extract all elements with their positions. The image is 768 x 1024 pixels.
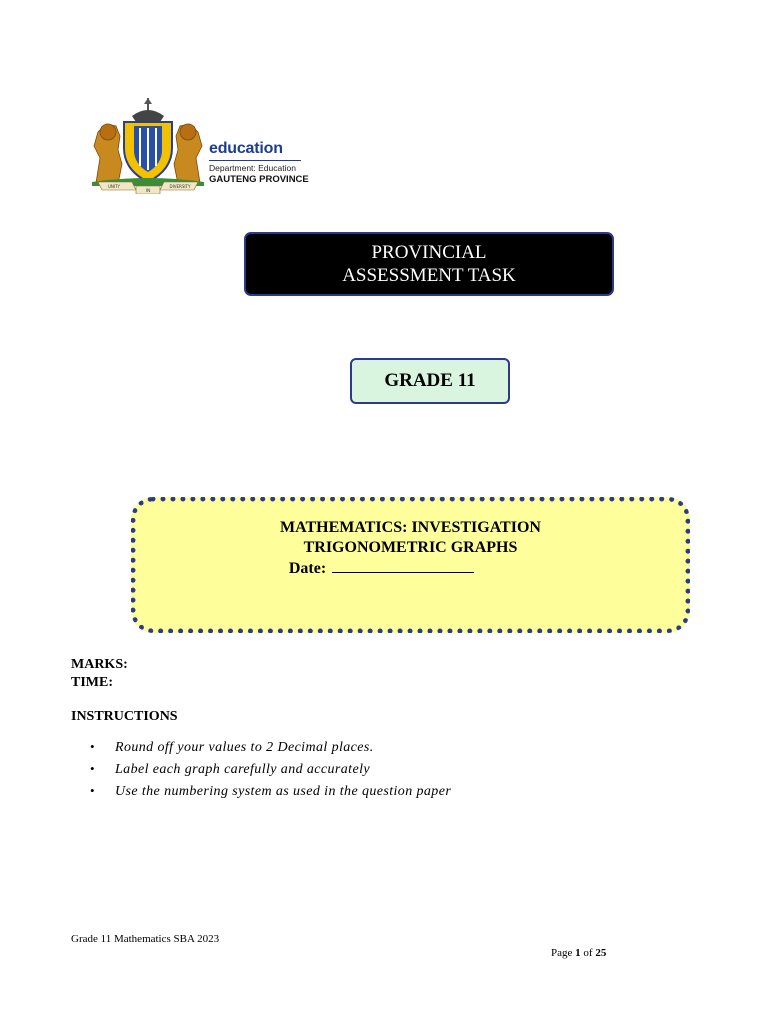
instruction-text: Label each graph carefully and accurately	[115, 762, 370, 777]
motto-left-text: UNITY	[108, 184, 120, 189]
motto-right-text: DIVERSITY	[169, 184, 191, 189]
list-item	[90, 736, 451, 758]
page-total: 25	[595, 947, 607, 959]
instructions-heading: INSTRUCTIONS	[71, 709, 178, 724]
time-label: TIME:	[71, 675, 113, 690]
list-item	[90, 780, 451, 802]
subject-title-box	[131, 497, 690, 633]
left-lion-icon	[94, 124, 122, 184]
right-lion-icon	[174, 124, 202, 184]
logo-province: GAUTENG PROVINCE	[209, 174, 309, 185]
subject-line-2: TRIGONOMETRIC GRAPHS	[303, 539, 518, 556]
date-blank-line	[332, 558, 474, 573]
logo-text-block	[209, 140, 309, 186]
page-prefix: Page	[551, 947, 573, 959]
list-item	[90, 758, 451, 780]
subject-line-1: MATHEMATICS: INVESTIGATION	[280, 519, 541, 536]
assessment-banner	[244, 232, 614, 296]
bullet-icon: •	[90, 783, 95, 798]
instruction-text: Use the numbering system as used in the question paper	[115, 784, 452, 799]
page-of: of	[583, 947, 593, 959]
page-number	[551, 947, 606, 959]
footer-left: Grade 11 Mathematics SBA 2023	[71, 933, 220, 945]
bullet-icon: •	[90, 739, 95, 754]
date-row	[78, 558, 685, 579]
bullet-icon: •	[90, 761, 95, 776]
date-label: Date:	[288, 560, 327, 577]
motto-mid-text: IN	[145, 188, 151, 193]
grade-box: GRADE 11	[350, 358, 510, 404]
page-current: 1	[575, 947, 581, 959]
logo-divider	[209, 160, 301, 161]
logo-education-word: education	[209, 140, 283, 157]
logo-department: Department: Education	[209, 163, 296, 173]
banner-line-2: ASSESSMENT TASK	[342, 265, 516, 286]
instruction-text: Round off your values to 2 Decimal places.	[115, 740, 374, 755]
banner-line-1: PROVINCIAL	[371, 242, 487, 263]
marks-time-block	[71, 656, 128, 692]
shield-icon	[124, 122, 172, 182]
crest-icon	[132, 98, 164, 122]
marks-label: MARKS:	[71, 657, 128, 672]
instructions-list	[90, 736, 451, 802]
